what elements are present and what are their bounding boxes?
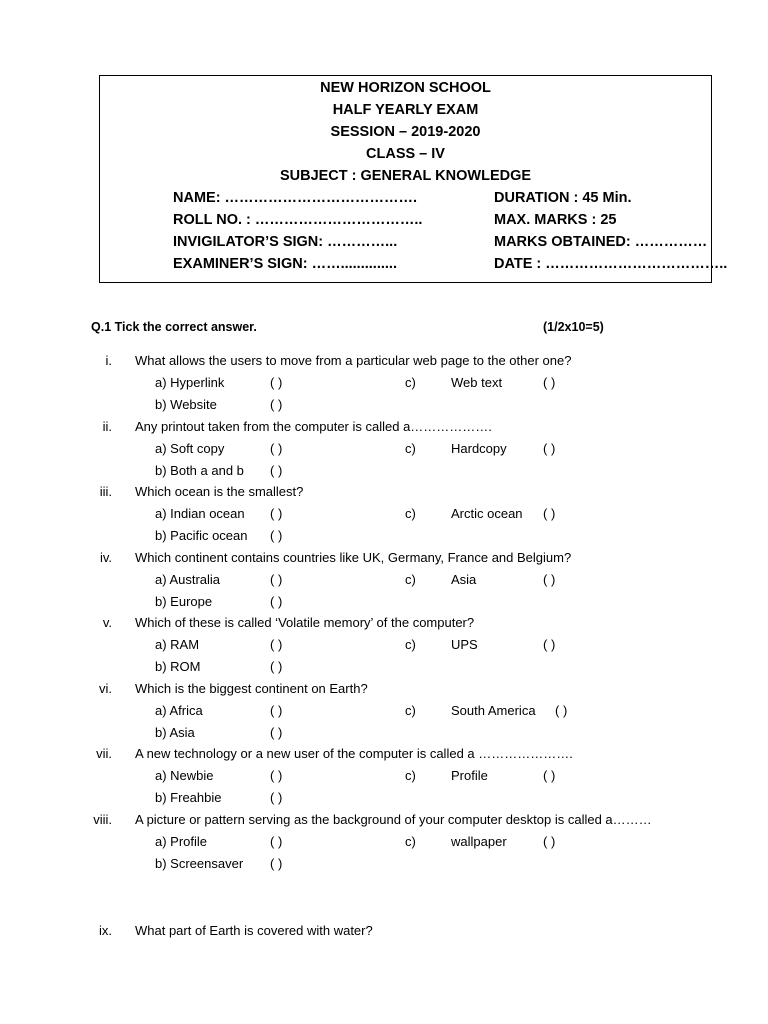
examiner-sign: EXAMINER’S SIGN: …….............. xyxy=(173,256,397,272)
exam-header-box xyxy=(99,75,728,283)
question-number: vi. xyxy=(99,681,112,696)
name-field: NAME: …………………………………. xyxy=(173,190,418,206)
option-c-label: c) xyxy=(405,572,416,587)
school-name: NEW HORIZON SCHOOL xyxy=(320,80,491,96)
invigilator-sign: INVIGILATOR’S SIGN: …………... xyxy=(173,234,398,250)
section-marks: (1/2x10=5) xyxy=(543,320,604,334)
question-text: Any printout taken from the computer is called a………………. xyxy=(135,419,492,434)
option-a: a) Hyperlink xyxy=(155,375,225,390)
answer-box-a: ( ) xyxy=(270,375,283,390)
question-number: vii. xyxy=(96,746,112,761)
option-c: Profile xyxy=(451,768,488,783)
option-c-label: c) xyxy=(405,637,416,652)
section-title: Q.1 Tick the correct answer. xyxy=(91,320,257,334)
class: CLASS – IV xyxy=(366,146,445,162)
option-b: b) Website xyxy=(155,397,217,412)
option-c-label: c) xyxy=(405,506,416,521)
question-number: v. xyxy=(102,615,112,630)
option-b: b) Europe xyxy=(155,594,213,609)
answer-box-a: ( ) xyxy=(270,637,283,652)
option-c-label: c) xyxy=(405,703,416,718)
option-a: a) Australia xyxy=(155,572,221,587)
max-marks: MAX. MARKS : 25 xyxy=(494,212,617,228)
question-text: What part of Earth is covered with water? xyxy=(135,923,373,938)
option-a: a) Newbie xyxy=(155,768,214,783)
question-number: ix. xyxy=(99,923,112,938)
option-c: Asia xyxy=(451,572,477,587)
subject: SUBJECT : GENERAL KNOWLEDGE xyxy=(279,168,532,184)
option-a: a) Indian ocean xyxy=(155,506,245,521)
question-text: Which is the biggest continent on Earth? xyxy=(135,681,368,696)
answer-box-b: ( ) xyxy=(270,528,283,543)
question-number: ii. xyxy=(102,419,112,434)
question-text: Which of these is called ‘Volatile memory’ of the computer? xyxy=(135,615,475,630)
option-c-label: c) xyxy=(405,834,416,849)
answer-box-b: ( ) xyxy=(270,659,283,674)
question-text: A new technology or a new user of the computer is called a …………………. xyxy=(135,746,573,761)
answer-box-b: ( ) xyxy=(270,397,283,412)
option-c: UPS xyxy=(451,637,478,652)
question-number: iii. xyxy=(99,484,112,499)
session: SESSION – 2019-2020 xyxy=(330,124,481,140)
option-b: b) Pacific ocean xyxy=(155,528,248,543)
option-c: Web text xyxy=(451,375,503,390)
answer-box-a: ( ) xyxy=(270,506,283,521)
exam-title: HALF YEARLY EXAM xyxy=(332,102,479,118)
option-b: b) Both a and b xyxy=(155,463,244,478)
option-a: a) RAM xyxy=(155,637,200,652)
answer-box-c: ( ) xyxy=(543,768,556,783)
answer-box-a: ( ) xyxy=(270,703,283,718)
marks-obtained: MARKS OBTAINED: …………… xyxy=(494,234,708,250)
option-b: b) Screensaver xyxy=(155,856,244,871)
option-c: Arctic ocean xyxy=(451,506,523,521)
answer-box-c: ( ) xyxy=(543,441,556,456)
answer-box-c: ( ) xyxy=(543,834,556,849)
option-c: Hardcopy xyxy=(451,441,507,456)
question-text: Which ocean is the smallest? xyxy=(135,484,304,499)
answer-box-c: ( ) xyxy=(543,506,556,521)
option-c-label: c) xyxy=(405,441,416,456)
question-text: A picture or pattern serving as the background of your computer desktop is called a……… xyxy=(135,812,652,827)
option-c-label: c) xyxy=(405,375,416,390)
answer-box-b: ( ) xyxy=(270,594,283,609)
answer-box-b: ( ) xyxy=(270,856,283,871)
question-text: Which continent contains countries like UK, Germany, France and Belgium? xyxy=(135,550,572,565)
answer-box-c: ( ) xyxy=(543,375,556,390)
option-a: a) Profile xyxy=(155,834,208,849)
date-field: DATE : ……………………………….. xyxy=(494,256,728,272)
option-a: a) Africa xyxy=(155,703,203,718)
answer-box-a: ( ) xyxy=(270,441,283,456)
duration: DURATION : 45 Min. xyxy=(494,190,632,206)
roll-field: ROLL NO. : …………………………….. xyxy=(173,212,423,228)
question-number: iv. xyxy=(99,550,112,565)
answer-box-c: ( ) xyxy=(555,703,568,718)
answer-box-a: ( ) xyxy=(270,768,283,783)
option-c: South America xyxy=(451,703,536,718)
option-c: wallpaper xyxy=(451,834,507,849)
answer-box-a: ( ) xyxy=(270,834,283,849)
question-number: viii. xyxy=(93,812,112,827)
answer-box-c: ( ) xyxy=(543,637,556,652)
question-number: i. xyxy=(105,353,112,368)
option-c-label: c) xyxy=(405,768,416,783)
option-b: b) Freahbie xyxy=(155,790,222,805)
answer-box-b: ( ) xyxy=(270,463,283,478)
answer-box-a: ( ) xyxy=(270,572,283,587)
answer-box-b: ( ) xyxy=(270,725,283,740)
answer-box-b: ( ) xyxy=(270,790,283,805)
option-b: b) ROM xyxy=(155,659,201,674)
option-b: b) Asia xyxy=(155,725,195,740)
question-text: What allows the users to move from a particular web page to the other one? xyxy=(135,353,572,368)
answer-box-c: ( ) xyxy=(543,572,556,587)
option-a: a) Soft copy xyxy=(155,441,225,456)
